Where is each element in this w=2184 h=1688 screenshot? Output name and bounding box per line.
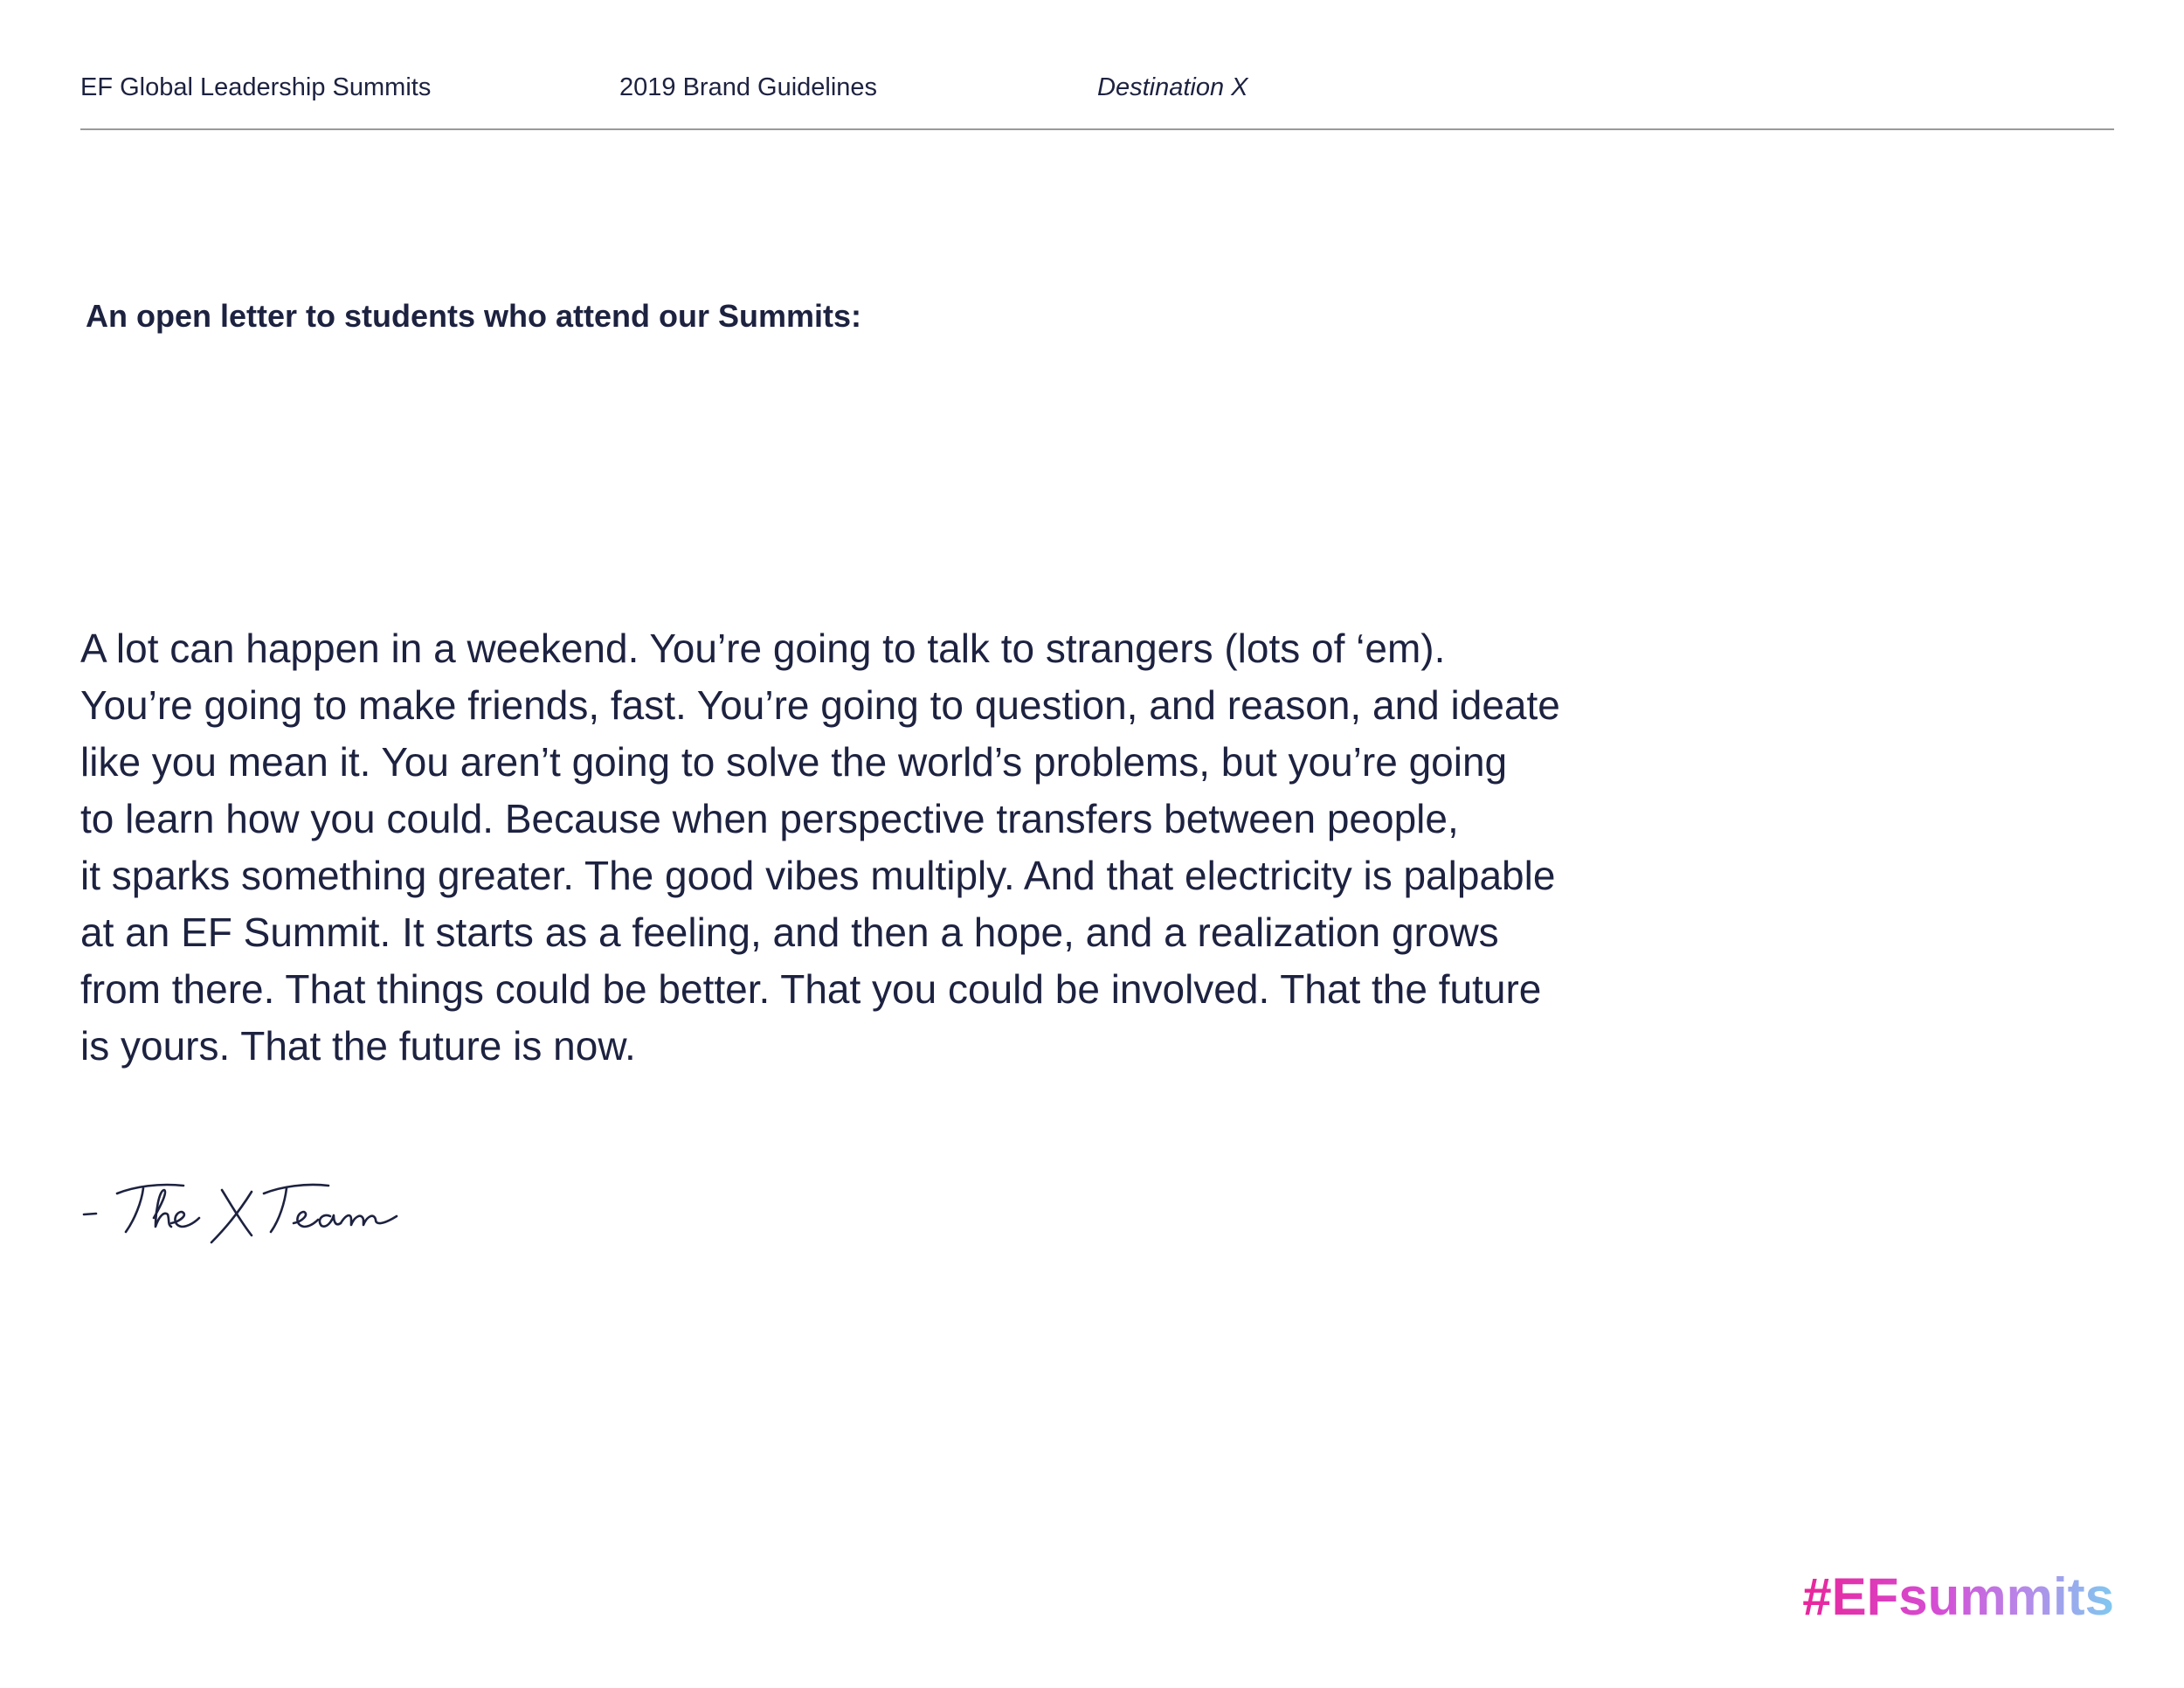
signature — [80, 1171, 404, 1249]
page-header — [80, 70, 2114, 130]
letter-body — [80, 620, 1784, 1075]
letter-line: it sparks something greater. The good vibes multiply. And that electricity is palpable — [80, 853, 1556, 898]
header-section: Destination X — [1097, 73, 1248, 101]
letter-line: to learn how you could. Because when perspective transfers between people, — [80, 796, 1459, 841]
letter-line: is yours. That the future is now. — [80, 1023, 636, 1069]
hashtag-logo: #EFsummits — [1802, 1564, 2114, 1630]
intro-heading: An open letter to students who attend our Summits: — [86, 298, 862, 334]
header-document-title: 2019 Brand Guidelines — [619, 73, 878, 101]
letter-line: at an EF Summit. It starts as a feeling, and then a hope, and a realization grows — [80, 910, 1499, 955]
letter-line: like you mean it. You aren’t going to solve the world’s problems, but you’re going — [80, 739, 1508, 785]
letter-line: You’re going to make friends, fast. You’re going to question, and reason, and ideate — [80, 682, 1560, 728]
header-organization: EF Global Leadership Summits — [80, 73, 432, 101]
letter-line: from there. That things could be better. That you could be involved. That the future — [80, 966, 1542, 1012]
letter-line: A lot can happen in a weekend. You’re going to talk to strangers (lots of ‘em). — [80, 626, 1446, 671]
